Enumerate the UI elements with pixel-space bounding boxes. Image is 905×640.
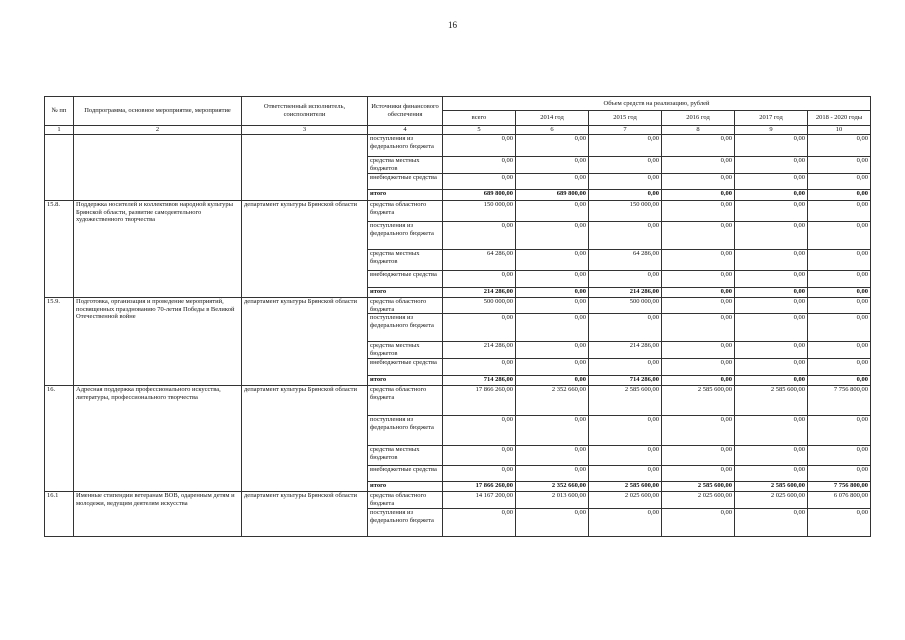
amount-cell: 0,00: [662, 359, 735, 376]
funding-source: поступления из федерального бюджета: [368, 314, 443, 342]
row-number: [45, 134, 74, 200]
program-name: Адресная поддержка профессионального искусства, литературы, профессионального творчества: [74, 386, 242, 492]
amount-cell: 0,00: [808, 189, 871, 200]
amount-cell: 0,00: [662, 342, 735, 359]
amount-cell: 0,00: [662, 416, 735, 446]
funding-source: внебюджетные средства: [368, 359, 443, 376]
amount-cell: 2 025 600,00: [589, 492, 662, 509]
row-number: 15.8.: [45, 200, 74, 297]
amount-cell: 0,00: [735, 376, 808, 386]
amount-cell: 0,00: [808, 221, 871, 249]
amount-cell: 2 352 660,00: [516, 386, 589, 416]
amount-cell: 0,00: [443, 134, 516, 156]
amount-cell: 0,00: [589, 270, 662, 287]
executor-name: департамент культуры Брянской области: [242, 492, 368, 537]
amount-cell: 0,00: [808, 173, 871, 189]
amount-cell: 0,00: [662, 314, 735, 342]
funding-source: средства местных бюджетов: [368, 249, 443, 270]
amount-cell: 689 800,00: [443, 189, 516, 200]
amount-cell: 2 025 600,00: [662, 492, 735, 509]
column-number: 1: [45, 126, 74, 135]
amount-cell: 2 013 600,00: [516, 492, 589, 509]
amount-cell: 0,00: [662, 173, 735, 189]
amount-cell: 0,00: [516, 359, 589, 376]
amount-cell: 500 000,00: [589, 297, 662, 314]
amount-cell: 0,00: [443, 173, 516, 189]
amount-cell: 0,00: [662, 297, 735, 314]
amount-cell: 0,00: [589, 173, 662, 189]
table-row: [45, 386, 871, 416]
amount-cell: 0,00: [662, 376, 735, 386]
amount-cell: 0,00: [516, 446, 589, 466]
amount-cell: 0,00: [808, 297, 871, 314]
amount-cell: 0,00: [589, 446, 662, 466]
header-column-numbers: [45, 126, 871, 135]
page-number: 16: [448, 20, 457, 30]
amount-cell: 0,00: [662, 189, 735, 200]
row-number: 15.9.: [45, 297, 74, 386]
amount-cell: 0,00: [589, 314, 662, 342]
amount-cell: 0,00: [516, 508, 589, 536]
amount-cell: 0,00: [735, 359, 808, 376]
amount-cell: 0,00: [443, 270, 516, 287]
amount-cell: 2 585 600,00: [735, 386, 808, 416]
amount-cell: 0,00: [735, 156, 808, 173]
funding-source: средства областного бюджета: [368, 492, 443, 509]
amount-cell: 0,00: [808, 446, 871, 466]
amount-cell: 714 286,00: [443, 376, 516, 386]
header-program: Подпрограмма, основное мероприятие, мероприятие: [74, 97, 242, 126]
amount-cell: 0,00: [735, 270, 808, 287]
amount-cell: 0,00: [516, 200, 589, 221]
column-number: 10: [808, 126, 871, 135]
header-year: 2016 год: [662, 111, 735, 126]
amount-cell: 7 756 800,00: [808, 386, 871, 416]
amount-cell: 0,00: [589, 134, 662, 156]
amount-cell: 0,00: [516, 249, 589, 270]
funding-source: итого: [368, 287, 443, 297]
executor-name: департамент культуры Брянской области: [242, 297, 368, 386]
amount-cell: 0,00: [808, 314, 871, 342]
amount-cell: 2 585 600,00: [735, 482, 808, 492]
amount-cell: 214 286,00: [443, 342, 516, 359]
amount-cell: 500 000,00: [443, 297, 516, 314]
amount-cell: 0,00: [735, 466, 808, 482]
amount-cell: 0,00: [443, 416, 516, 446]
header-year: 2017 год: [735, 111, 808, 126]
amount-cell: 64 286,00: [589, 249, 662, 270]
amount-cell: 2 585 600,00: [662, 386, 735, 416]
amount-cell: 0,00: [516, 416, 589, 446]
funding-source: средства местных бюджетов: [368, 156, 443, 173]
amount-cell: 6 076 800,00: [808, 492, 871, 509]
funding-source: поступления из федерального бюджета: [368, 508, 443, 536]
amount-cell: 0,00: [662, 466, 735, 482]
amount-cell: 0,00: [589, 466, 662, 482]
amount-cell: 0,00: [735, 508, 808, 536]
amount-cell: 0,00: [735, 189, 808, 200]
amount-cell: 0,00: [735, 314, 808, 342]
amount-cell: 0,00: [443, 508, 516, 536]
amount-cell: 0,00: [516, 342, 589, 359]
amount-cell: 0,00: [589, 416, 662, 446]
amount-cell: 2 585 600,00: [589, 482, 662, 492]
amount-cell: 689 800,00: [516, 189, 589, 200]
amount-cell: 0,00: [808, 200, 871, 221]
header-no: № пп: [45, 97, 74, 126]
funding-source: внебюджетные средства: [368, 466, 443, 482]
funding-source: итого: [368, 189, 443, 200]
amount-cell: 0,00: [516, 287, 589, 297]
amount-cell: 0,00: [516, 156, 589, 173]
amount-cell: 2 025 600,00: [735, 492, 808, 509]
amount-cell: 0,00: [516, 270, 589, 287]
amount-cell: 0,00: [662, 221, 735, 249]
funding-source: поступления из федерального бюджета: [368, 416, 443, 446]
funding-source: средства местных бюджетов: [368, 446, 443, 466]
amount-cell: 0,00: [808, 287, 871, 297]
header-year: всего: [443, 111, 516, 126]
header-year: 2015 год: [589, 111, 662, 126]
amount-cell: 0,00: [662, 134, 735, 156]
program-name: Подготовка, организация и проведение мероприятий, посвященных празднованию 70-летия Победы в Великой Отечественной войне: [74, 297, 242, 386]
table-row: [45, 492, 871, 509]
column-number: 8: [662, 126, 735, 135]
amount-cell: 0,00: [662, 287, 735, 297]
amount-cell: 0,00: [589, 189, 662, 200]
amount-cell: 0,00: [808, 270, 871, 287]
amount-cell: 17 866 260,00: [443, 386, 516, 416]
amount-cell: 0,00: [662, 508, 735, 536]
amount-cell: 0,00: [808, 342, 871, 359]
amount-cell: 0,00: [443, 359, 516, 376]
header-source: Источники финансового обеспечения: [368, 97, 443, 126]
amount-cell: 0,00: [735, 249, 808, 270]
amount-cell: 0,00: [735, 297, 808, 314]
amount-cell: 0,00: [443, 466, 516, 482]
amount-cell: 0,00: [808, 376, 871, 386]
budget-table-body: [45, 134, 871, 536]
column-number: 7: [589, 126, 662, 135]
amount-cell: 0,00: [662, 156, 735, 173]
funding-source: итого: [368, 376, 443, 386]
funding-source: поступления из федерального бюджета: [368, 134, 443, 156]
column-number: 3: [242, 126, 368, 135]
header-year: 2014 год: [516, 111, 589, 126]
funding-source: средства областного бюджета: [368, 200, 443, 221]
amount-cell: 0,00: [662, 249, 735, 270]
table-row: [45, 200, 871, 221]
program-name: Поддержка носителей и коллективов народной культуры Брянской области, развитие самодеятельного художественного творчества: [74, 200, 242, 297]
funding-source: средства областного бюджета: [368, 297, 443, 314]
amount-cell: 0,00: [808, 156, 871, 173]
amount-cell: 0,00: [516, 466, 589, 482]
amount-cell: 0,00: [735, 416, 808, 446]
amount-cell: 0,00: [516, 134, 589, 156]
amount-cell: 0,00: [662, 446, 735, 466]
amount-cell: 150 000,00: [589, 200, 662, 221]
funding-source: внебюджетные средства: [368, 270, 443, 287]
funding-source: внебюджетные средства: [368, 173, 443, 189]
amount-cell: 0,00: [443, 314, 516, 342]
amount-cell: 714 286,00: [589, 376, 662, 386]
header-year: 2018 - 2020 годы: [808, 111, 871, 126]
amount-cell: 14 167 200,00: [443, 492, 516, 509]
amount-cell: 0,00: [516, 221, 589, 249]
amount-cell: 0,00: [735, 221, 808, 249]
program-name: Именные стипендии ветеранам ВОВ, одаренным детям и молодежи, ведущим деятелям искусства: [74, 492, 242, 537]
amount-cell: 7 756 800,00: [808, 482, 871, 492]
column-number: 6: [516, 126, 589, 135]
funding-source: поступления из федерального бюджета: [368, 221, 443, 249]
amount-cell: 0,00: [589, 156, 662, 173]
program-name: [74, 134, 242, 200]
executor-name: [242, 134, 368, 200]
column-number: 9: [735, 126, 808, 135]
amount-cell: 214 286,00: [589, 342, 662, 359]
amount-cell: 0,00: [662, 200, 735, 221]
header-volume: Объем средств на реализацию, рублей: [443, 97, 871, 111]
amount-cell: 2 585 600,00: [589, 386, 662, 416]
amount-cell: 0,00: [808, 359, 871, 376]
amount-cell: 214 286,00: [589, 287, 662, 297]
amount-cell: 0,00: [735, 446, 808, 466]
amount-cell: 0,00: [735, 173, 808, 189]
amount-cell: 0,00: [808, 134, 871, 156]
table-row: [45, 134, 871, 156]
amount-cell: 0,00: [662, 270, 735, 287]
amount-cell: 214 286,00: [443, 287, 516, 297]
amount-cell: 0,00: [516, 314, 589, 342]
column-number: 5: [443, 126, 516, 135]
column-number: 2: [74, 126, 242, 135]
amount-cell: 0,00: [589, 359, 662, 376]
amount-cell: 2 585 600,00: [662, 482, 735, 492]
row-number: 16.1: [45, 492, 74, 537]
amount-cell: 0,00: [735, 134, 808, 156]
amount-cell: 0,00: [808, 249, 871, 270]
column-number: 4: [368, 126, 443, 135]
amount-cell: 0,00: [589, 508, 662, 536]
row-number: 16.: [45, 386, 74, 492]
amount-cell: 2 352 660,00: [516, 482, 589, 492]
amount-cell: 0,00: [516, 297, 589, 314]
amount-cell: 0,00: [516, 173, 589, 189]
table-row: [45, 297, 871, 314]
amount-cell: 0,00: [808, 466, 871, 482]
amount-cell: 0,00: [443, 221, 516, 249]
amount-cell: 0,00: [589, 221, 662, 249]
funding-source: средства местных бюджетов: [368, 342, 443, 359]
amount-cell: 0,00: [735, 342, 808, 359]
amount-cell: 0,00: [808, 416, 871, 446]
funding-source: средства областного бюджета: [368, 386, 443, 416]
amount-cell: 150 000,00: [443, 200, 516, 221]
executor-name: департамент культуры Брянской области: [242, 386, 368, 492]
amount-cell: 0,00: [443, 446, 516, 466]
header-executor: Ответственный исполнитель, соисполнители: [242, 97, 368, 126]
amount-cell: 0,00: [735, 287, 808, 297]
amount-cell: 64 286,00: [443, 249, 516, 270]
amount-cell: 17 866 260,00: [443, 482, 516, 492]
amount-cell: 0,00: [808, 508, 871, 536]
executor-name: департамент культуры Брянской области: [242, 200, 368, 297]
amount-cell: 0,00: [516, 376, 589, 386]
amount-cell: 0,00: [443, 156, 516, 173]
budget-table: [44, 96, 871, 537]
funding-source: итого: [368, 482, 443, 492]
amount-cell: 0,00: [735, 200, 808, 221]
